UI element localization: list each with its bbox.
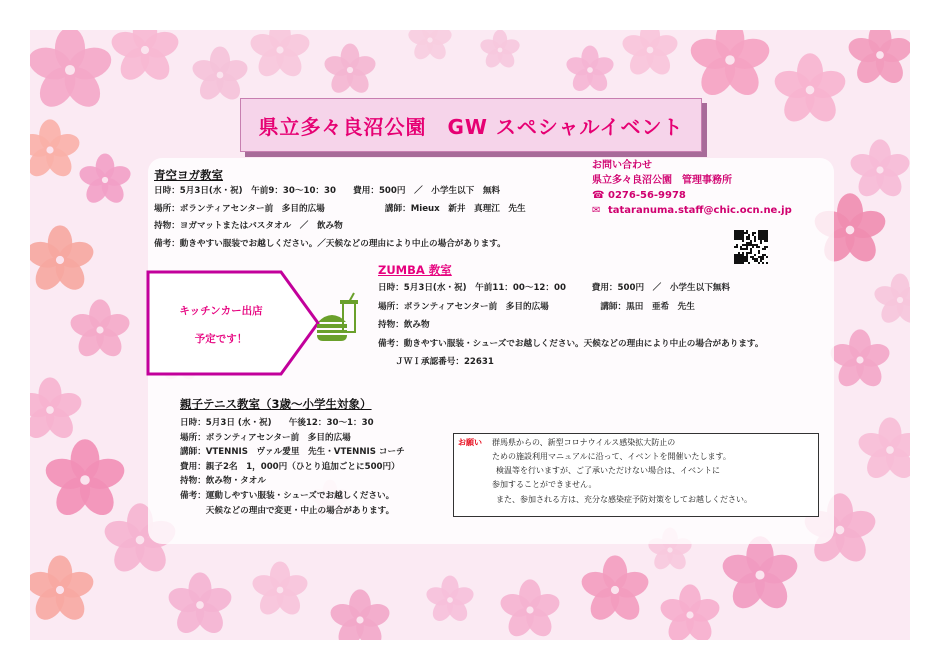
burger-drink-icon: [314, 292, 362, 346]
contact-block: [592, 158, 792, 218]
callout-arrow-shape: [146, 270, 321, 376]
tennis-details: [180, 418, 405, 517]
notice-line: 群馬県からの、新型コロナウイルス感染拡大防止の: [492, 438, 676, 447]
notice-line: ための施設利用マニュアルに沿って、イベントを開催いたします。: [492, 452, 731, 461]
phone-icon: ☎: [592, 190, 605, 201]
kitchen-line: キッチンカー出店: [179, 305, 263, 317]
title-banner: [240, 98, 702, 152]
tennis-heading: 親子テニス教室（3歳～小学生対象）: [180, 397, 372, 411]
qr-code[interactable]: [734, 230, 768, 264]
yoga-line: 場所：ボランティアセンター前 多目的広場 講師：Mieux 新井 真理江 先生: [154, 203, 526, 214]
contact-office: 県立多々良沼公園 管理事務所: [592, 175, 732, 186]
zumba-heading: ZUMBA 教室: [378, 263, 452, 277]
yoga-line: 備考：動きやすい服装でお越しください。／天候などの理由により中止の場合があります。: [154, 238, 506, 249]
kitchen-line: 予定です！: [194, 333, 248, 345]
tennis-line: 天候などの理由で変更・中止の場合があります。: [180, 505, 395, 516]
tennis-line: 備考：運動しやすい服装・シューズでお越しください。: [180, 490, 395, 501]
tennis-line: 日時：5月3日 (水・祝) 午後12：30～1：30: [180, 418, 374, 428]
zumba-line: 日時：5月3日(水・祝) 午前11：00～12：00 費用：500円 ／ 小学生以下無料: [378, 283, 730, 293]
flyer: [30, 30, 910, 640]
zumba-line: 備考：動きやすい服装・シューズでお越しください。天候などの理由により中止の場合があります。: [378, 338, 764, 349]
tennis-line: 持物：飲み物・タオル: [180, 476, 266, 487]
kitchen-car-callout: [146, 270, 321, 376]
tennis-line: 講師：VTENNIS ヴァル愛里 先生・VTENNIS コーチ: [180, 447, 405, 458]
contact-email[interactable]: tataranuma.staff@chic.ocn.ne.jp: [608, 205, 792, 216]
contact-label: お問い合わせ: [592, 160, 652, 171]
notice-box: [453, 433, 819, 517]
zumba-line: 場所：ボランティアセンター前 多目的広場 講師：黒田 亜希 先生: [378, 301, 695, 312]
yoga-heading: 青空ヨガ教室: [154, 168, 223, 182]
zumba-line: ＪＷＩ承認番号：22631: [378, 357, 494, 368]
zumba-details: [378, 283, 763, 369]
envelope-icon: ✉: [592, 205, 601, 216]
notice-tag: お願い: [458, 438, 482, 447]
yoga-line: 日時：5月3日(水・祝) 午前9：30～10：30 費用：500円 ／ 小学生以下 無料: [154, 186, 501, 196]
notice-line: 検温等を行いますが、ご了承いただけない場合は、イベントに: [496, 466, 720, 475]
yoga-details: [154, 186, 526, 250]
tennis-line: 費用：親子2名 1，000円（ひとり追加ごとに500円）: [180, 461, 400, 472]
tennis-line: 場所：ボランティアセンター前 多目的広場: [180, 432, 351, 443]
zumba-line: 持物：飲み物: [378, 320, 430, 331]
notice-line: また、参加される方は、充分な感染症予防対策をしてお越しください。: [496, 495, 752, 504]
yoga-line: 持物：ヨガマットまたはバスタオル ／ 飲み物: [154, 221, 343, 232]
page-title: 県立多々良沼公園 GW スペシャルイベント: [258, 114, 684, 139]
notice-line: 参加することができません。: [492, 480, 597, 489]
contact-phone: 0276-56-9978: [608, 190, 686, 201]
